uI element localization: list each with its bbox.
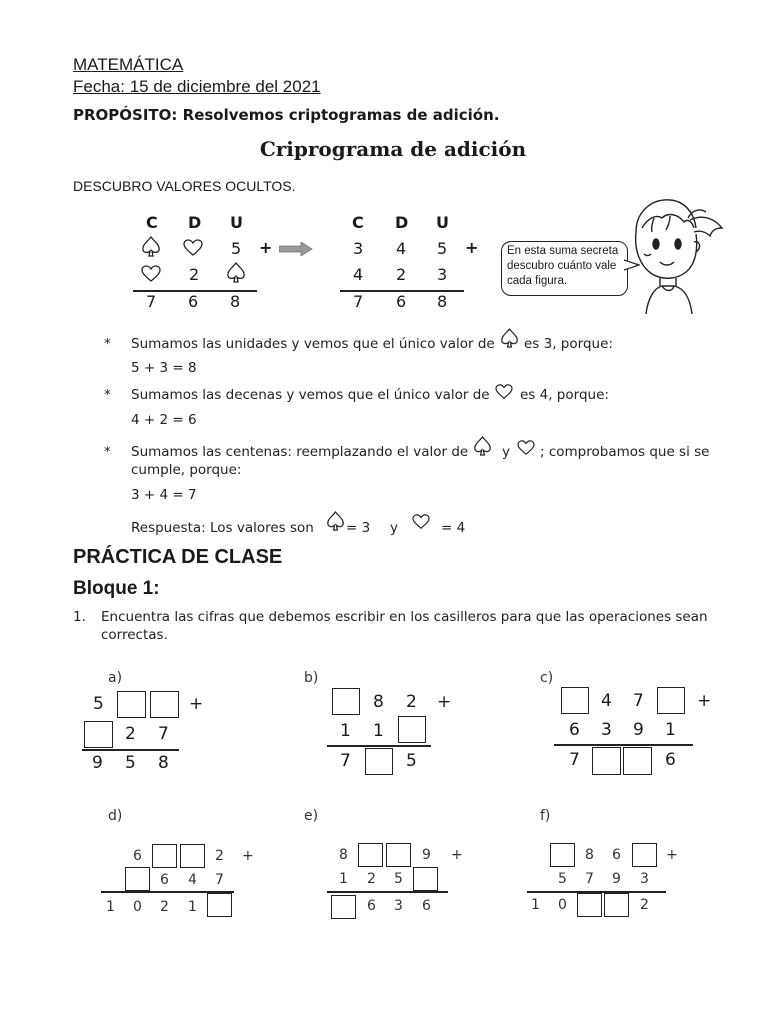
example-header-c: C	[146, 213, 158, 232]
digit: 6	[612, 847, 621, 863]
example-right-plus: +	[465, 238, 479, 257]
example-right-result-c: 7	[353, 292, 364, 311]
step-bullet: *	[104, 336, 111, 352]
digit: 1	[531, 897, 540, 913]
digit: 7	[158, 724, 169, 744]
step-text: Sumamos las centenas: reemplazando el valor de	[131, 444, 469, 460]
answer-box[interactable]	[623, 747, 652, 775]
problem-d-label: d)	[108, 808, 123, 824]
exercise-number: 1.	[73, 609, 86, 625]
answer-box[interactable]	[152, 844, 177, 868]
sum-line	[82, 749, 179, 751]
plus-sign: +	[666, 847, 678, 863]
purpose-text: Resolvemos criptogramas de adición	[182, 106, 494, 124]
example-left-row2-d: 2	[189, 265, 200, 284]
step-equation: 3 + 4 = 7	[131, 487, 197, 503]
digit: 2	[406, 692, 417, 712]
sum-line	[327, 745, 431, 747]
digit: 6	[133, 848, 142, 864]
example-left-result-d: 6	[188, 292, 199, 311]
example-left-result-u: 8	[230, 292, 241, 311]
digit: 9	[422, 847, 431, 863]
purpose-line	[73, 106, 499, 124]
step-text: ; comprobamos que si se	[540, 444, 710, 460]
digit: 7	[585, 871, 594, 887]
digit: 9	[612, 871, 621, 887]
sum-line	[554, 744, 693, 746]
digit: 6	[569, 720, 580, 740]
digit: 6	[160, 872, 169, 888]
digit: 5	[93, 694, 104, 714]
answer-box[interactable]	[117, 691, 146, 718]
answer-box[interactable]	[398, 716, 426, 743]
answer-box[interactable]	[657, 687, 685, 714]
subject-heading: MATEMÁTICA	[73, 55, 184, 74]
block-title: Bloque 1:	[73, 578, 160, 599]
spade-icon	[500, 328, 519, 349]
digit: 8	[158, 753, 169, 773]
digit: 9	[633, 720, 644, 740]
answer-box[interactable]	[358, 843, 383, 867]
digit: 1	[339, 871, 348, 887]
problem-f-label: f)	[540, 808, 551, 824]
spade-icon	[326, 511, 345, 532]
digit: 1	[188, 899, 197, 915]
step-text: Sumamos las unidades y vemos que el único valor de	[131, 336, 495, 352]
digit: 2	[367, 871, 376, 887]
arrow-right-icon	[279, 242, 313, 256]
answer-box[interactable]	[332, 688, 360, 715]
digit: 1	[106, 899, 115, 915]
step-equation: 4 + 2 = 6	[131, 412, 197, 428]
step-bullet: *	[104, 444, 111, 460]
answer-box[interactable]	[207, 893, 232, 917]
answer-box[interactable]	[180, 844, 205, 868]
plus-sign: +	[697, 691, 712, 711]
example-right-result-u: 8	[437, 292, 448, 311]
girl-illustration	[618, 188, 730, 314]
problem-c-label: c)	[540, 670, 554, 686]
digit: 2	[640, 897, 649, 913]
digit: 7	[569, 750, 580, 770]
digit: 0	[133, 899, 142, 915]
intro-text: DESCUBRO VALORES OCULTOS.	[73, 178, 296, 194]
exercise-text: correctas.	[101, 627, 168, 643]
exercise-text: Encuentra las cifras que debemos escribir en los casilleros para que las operaciones sean	[101, 609, 708, 625]
problem-a-label: a)	[108, 670, 123, 686]
answer-box[interactable]	[386, 843, 411, 867]
step-text: y	[502, 444, 510, 460]
heart-icon	[141, 265, 161, 283]
heart-icon	[517, 440, 535, 456]
practice-title: PRÁCTICA DE CLASE	[73, 546, 283, 568]
spade-icon	[226, 262, 246, 284]
answer-box[interactable]	[413, 867, 438, 891]
digit: 6	[422, 898, 431, 914]
heart-icon	[495, 384, 513, 400]
answer-box[interactable]	[150, 691, 179, 718]
digit: 7	[340, 751, 351, 771]
answer-value-2: = 4	[441, 520, 466, 536]
digit: 2	[125, 724, 136, 744]
answer-box[interactable]	[592, 747, 621, 775]
digit: 1	[373, 721, 384, 741]
heart-icon	[412, 514, 430, 530]
digit: 3	[640, 871, 649, 887]
example-left-row1-u: 5	[231, 239, 242, 258]
digit: 8	[339, 847, 348, 863]
example-right-row2-c: 4	[353, 265, 364, 284]
spade-icon	[141, 236, 161, 258]
heart-icon	[183, 239, 203, 257]
digit: 7	[633, 691, 644, 711]
digit: 6	[665, 750, 676, 770]
example-right-row2-u: 3	[437, 265, 448, 284]
example-right-row1-u: 5	[437, 239, 448, 258]
answer-box[interactable]	[331, 895, 356, 919]
plus-sign: +	[189, 694, 204, 714]
digit: 5	[406, 751, 417, 771]
example-right-header-c: C	[352, 213, 364, 232]
example-header-u: U	[230, 213, 243, 232]
answer-box[interactable]	[125, 867, 150, 891]
digit: 5	[558, 871, 567, 887]
digit: 3	[601, 720, 612, 740]
digit: 2	[215, 848, 224, 864]
digit: 4	[188, 872, 197, 888]
example-right-row1-d: 4	[396, 239, 407, 258]
step-equation: 5 + 3 = 8	[131, 360, 197, 376]
purpose-end: .	[493, 106, 500, 124]
digit: 0	[558, 897, 567, 913]
answer-value-1: = 3	[346, 520, 371, 536]
plus-sign: +	[451, 847, 463, 863]
example-plus: +	[259, 238, 273, 257]
problem-b-label: b)	[304, 670, 319, 686]
sum-line	[327, 891, 448, 893]
digit: 1	[665, 720, 676, 740]
step-text: es 3, porque:	[524, 336, 613, 352]
plus-sign: +	[242, 848, 254, 864]
answer-box[interactable]	[577, 893, 602, 917]
step-text: Sumamos las decenas y vemos que el único valor de	[131, 387, 490, 403]
answer-box[interactable]	[604, 893, 629, 917]
speech-bubble: En esta suma secreta descubro cuánto vale cada figura.	[501, 241, 628, 296]
purpose-label: PROPÓSITO:	[73, 106, 178, 124]
digit: 8	[373, 692, 384, 712]
step-text: es 4, porque:	[520, 387, 609, 403]
problem-e-label: e)	[304, 808, 319, 824]
step-text: cumple, porque:	[131, 462, 242, 478]
answer-and: y	[390, 520, 398, 536]
spade-icon	[473, 436, 492, 457]
example-left-result-c: 7	[146, 292, 157, 311]
example-header-d: D	[188, 213, 202, 232]
answer-box[interactable]	[365, 748, 393, 775]
digit: 2	[160, 899, 169, 915]
example-right-row1-c: 3	[353, 239, 364, 258]
digit: 3	[394, 898, 403, 914]
answer-box[interactable]	[550, 843, 575, 867]
digit: 5	[125, 753, 136, 773]
digit: 5	[394, 871, 403, 887]
digit: 9	[92, 753, 103, 773]
step-bullet: *	[104, 387, 111, 403]
digit: 7	[215, 872, 224, 888]
digit: 4	[601, 691, 612, 711]
digit: 6	[367, 898, 376, 914]
example-right-row2-d: 2	[396, 265, 407, 284]
page-title: Criprograma de adición	[259, 137, 527, 161]
example-right-result-d: 6	[396, 292, 407, 311]
example-right-header-u: U	[436, 213, 449, 232]
answer-box[interactable]	[84, 721, 113, 748]
example-right-header-d: D	[395, 213, 409, 232]
digit: 1	[340, 721, 351, 741]
date-heading: Fecha: 15 de diciembre del 2021	[73, 77, 321, 96]
plus-sign: +	[437, 692, 452, 712]
answer-box[interactable]	[632, 843, 657, 867]
digit: 8	[585, 847, 594, 863]
answer-text: Respuesta: Los valores son	[131, 520, 314, 536]
answer-box[interactable]	[561, 687, 589, 714]
